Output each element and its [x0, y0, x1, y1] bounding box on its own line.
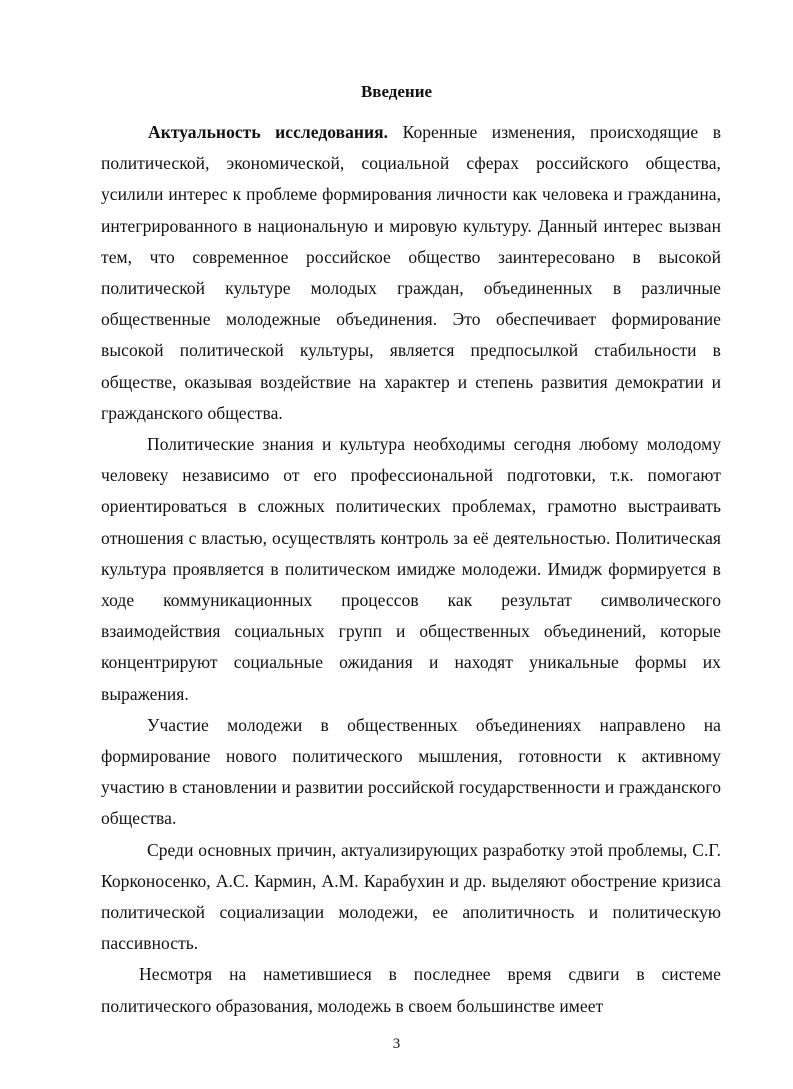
page-number: 3	[392, 1036, 401, 1052]
paragraph-political-knowledge: Политические знания и культура необходимы сегодня любому молодому человеку независимо от его профессиональной подготовки, т.к. помогают ориентироваться в сложных политических проблемах, грамотно выстраивать отношения с властью, осуществлять контроль за её деятельностью. Политическая культура проявляется в политическом имидже молодежи. Имидж формируется в ходе коммуникационных процессов как результат символического взаимодействия социальных групп и общественных объединений, которые концентрируют социальные ожидания и находят уникальные формы их выражения.	[101, 434, 721, 704]
paragraph-shifts: Несмотря на наметившиеся в последнее время сдвиги в системе политического образования, молодежь в своем большинстве имеет	[101, 964, 721, 1016]
paragraph-lead-heading: Актуальность исследования.	[148, 122, 389, 142]
page-title: Введение	[360, 82, 433, 101]
paragraph-main-causes: Среди основных причин, актуализирующих разработку этой проблемы, С.Г. Корконосенко, А.С. Кармин, А.М. Карабухин и др. выделяют обострение кризиса политической социализации молодежи, ее аполитичность и политическую пассивность.	[101, 839, 721, 954]
document-body	[101, 117, 721, 1022]
paragraph-text: Коренные изменения, происходящие в политической, экономической, социальной сферах российского общества, усилили интерес к проблеме формирования личности как человека и гражданина, интегрированного в национальную и мировую культуру. Данный интерес вызван тем, что современное российское общество заинтересовано в высокой политической культуре молодых граждан, объединенных в различные общественные молодежные объединения. Это обеспечивает формирование высокой политической культуры, является предпосылкой стабильности в обществе, оказывая воздействие на характер и степень развития демократии и гражданского общества.	[101, 122, 722, 423]
paragraph-youth-participation: Участие молодежи в общественных объединениях направлено на формирование нового политического мышления, готовности к активному участию в становлении и развитии российской государственности и гражданского общества.	[101, 714, 721, 829]
paragraph-relevance	[101, 117, 721, 429]
